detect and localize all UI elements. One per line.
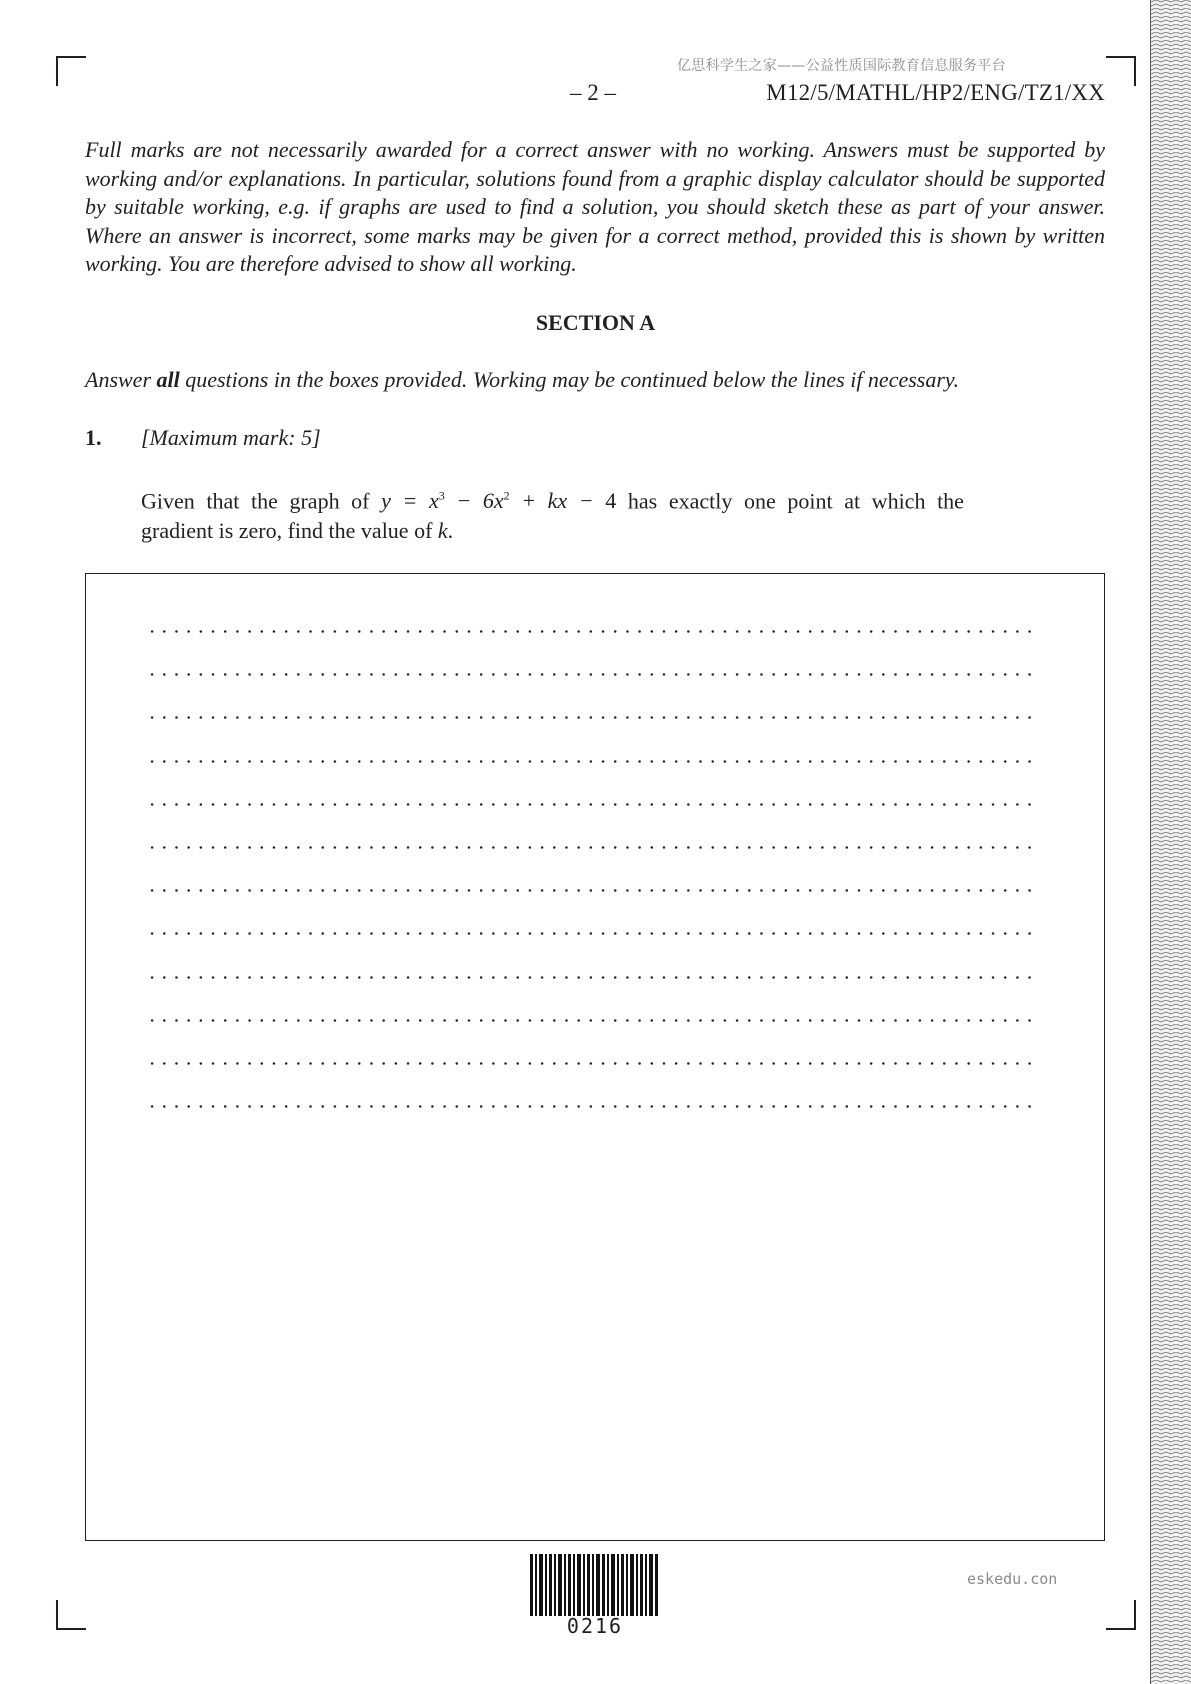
question-text-continuation: has exactly one point at which the	[616, 488, 964, 514]
answer-line[interactable]	[146, 976, 1040, 979]
answer-line[interactable]	[146, 1019, 1040, 1022]
equation-exponent-2: 2	[503, 489, 510, 503]
answer-line[interactable]	[146, 932, 1040, 935]
answer-line[interactable]	[146, 716, 1040, 719]
edge-pattern-graphic	[1151, 0, 1191, 1684]
question-text-line-2: gradient is zero, find the value of k.	[141, 518, 454, 544]
answer-emphasis: all	[156, 367, 180, 392]
answer-line[interactable]	[146, 1105, 1040, 1108]
answer-line[interactable]	[146, 846, 1040, 849]
question-text-line-1	[141, 481, 964, 516]
answer-line[interactable]	[146, 630, 1040, 633]
question-text	[141, 481, 964, 546]
answer-suffix: questions in the boxes provided. Working may be continued below the lines if necessary.	[179, 367, 959, 392]
section-title: SECTION A	[535, 310, 656, 335]
equation-6x: 6x	[482, 488, 504, 514]
crop-mark-top-left	[56, 56, 86, 86]
answer-prefix: Answer	[85, 367, 157, 392]
answer-line[interactable]	[146, 760, 1040, 763]
variable-k: k	[437, 518, 448, 544]
equation-y: y	[381, 488, 391, 514]
question-text-intro: Given that the graph of	[141, 488, 382, 514]
page-number: – 2 –	[570, 80, 616, 105]
header-watermark: 亿思科学生之家——公益性质国际教育信息服务平台	[677, 58, 1006, 74]
equation-x: x	[428, 488, 439, 514]
equation-kx: kx	[547, 488, 568, 514]
instructions-paragraph: Full marks are not necessarily awarded for a correct answer with no working. Answers must be supported by working and/or explanations. In particular, solutions found from a graphic display calculator should be supported by suitable working, e.g. if graphs are used to find a solution, you should sketch these as part of your answer. Where an answer is incorrect, some marks may be given for a correct method, provided this is shown by written working. You are therefore advised to show all working.	[85, 137, 1105, 276]
question-max-mark: [Maximum mark: 5]	[141, 425, 321, 450]
equation: $y = x^3 - 6x^2$ + kx − 4	[381, 488, 617, 514]
crop-mark-top-right	[1106, 56, 1136, 86]
answer-line[interactable]	[146, 889, 1040, 892]
answer-line[interactable]	[146, 1062, 1040, 1065]
barcode-number: 0216	[566, 1614, 624, 1638]
paper-code: M12/5/MATHL/HP2/ENG/TZ1/XX	[766, 80, 1105, 105]
answer-all-instruction	[85, 367, 959, 393]
answer-line[interactable]	[146, 673, 1040, 676]
crop-mark-bottom-right	[1106, 1600, 1136, 1630]
answer-line[interactable]	[146, 803, 1040, 806]
barcode	[530, 1554, 660, 1616]
question-text-line-2-text: gradient is zero, find the value of	[141, 518, 438, 544]
crop-mark-bottom-left	[56, 1600, 86, 1630]
question-number: 1.	[85, 425, 102, 450]
equation-exponent-3: 3	[438, 489, 445, 503]
equation-constant: 4	[605, 488, 617, 514]
footer-watermark: eskedu.con	[967, 1570, 1058, 1588]
page-edge-pattern	[1150, 0, 1191, 1684]
